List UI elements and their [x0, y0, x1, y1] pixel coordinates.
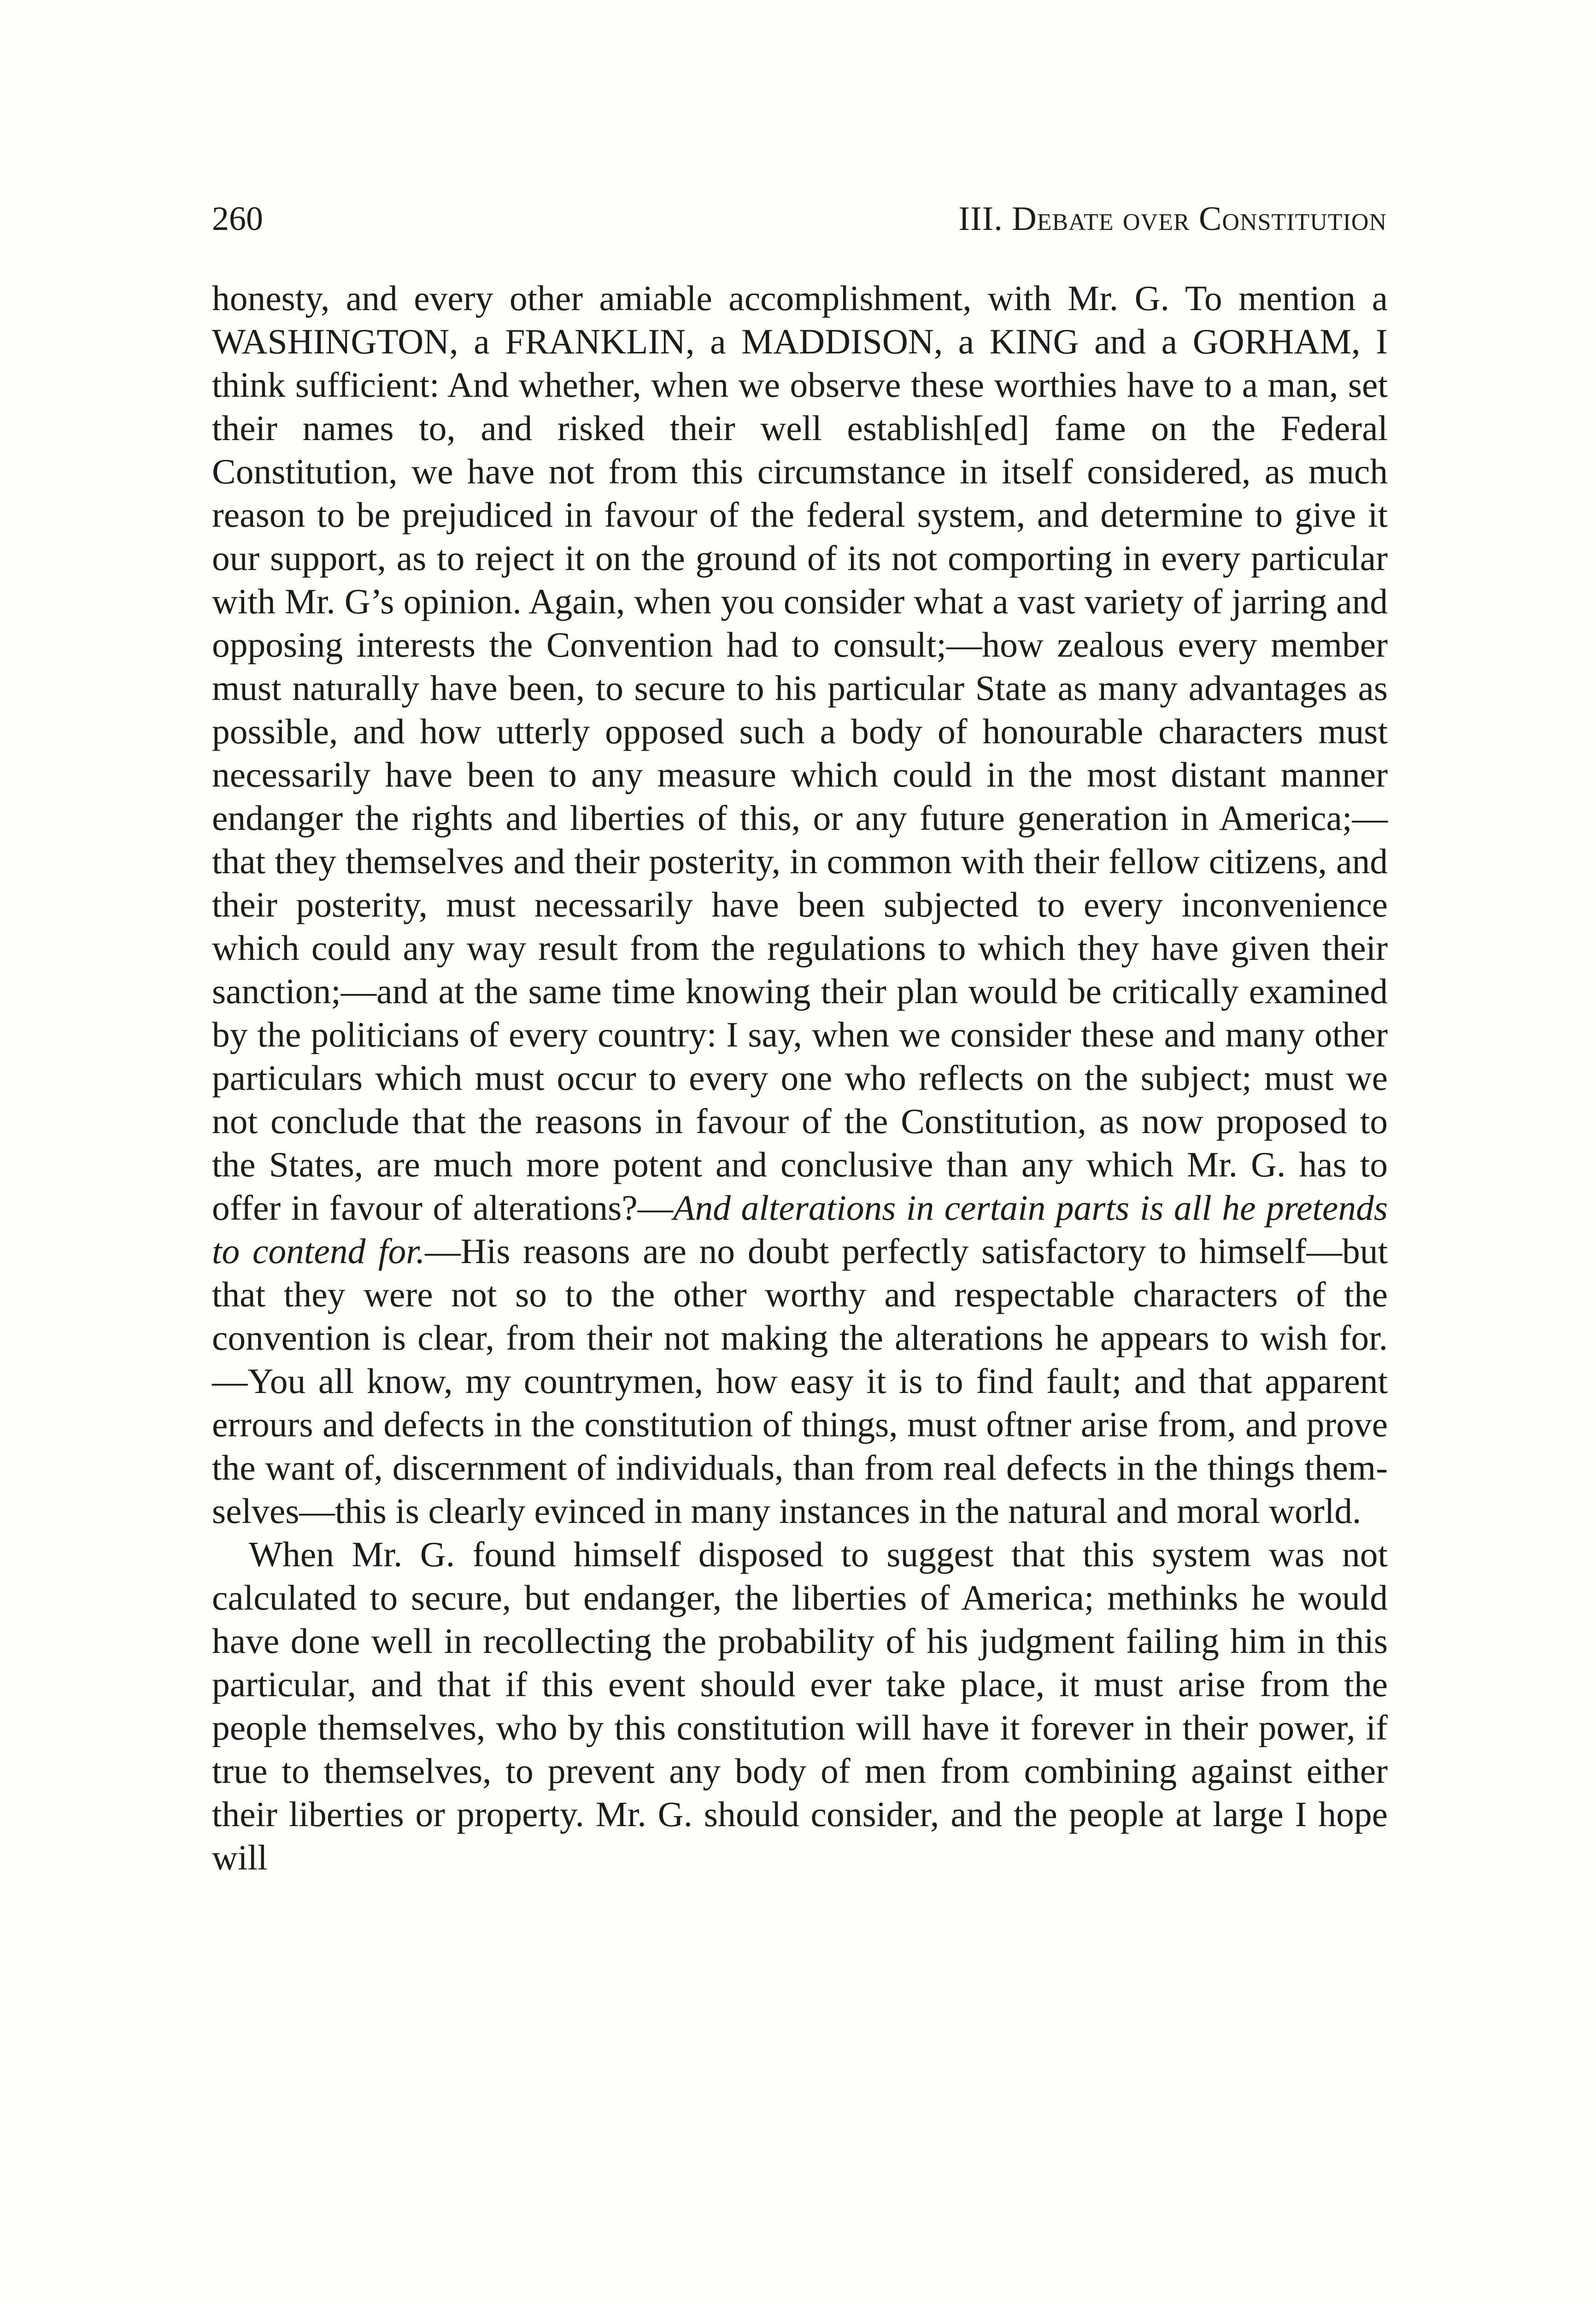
running-title: III. Debate over Constitution — [958, 200, 1387, 238]
paragraph-1-italic-text: And alterations in certain parts is all he pretends to contend for. — [212, 1188, 1388, 1271]
running-head — [212, 194, 1387, 244]
paragraph-1-text-a: honesty, and every other amiable accomplishment, with Mr. G. To mention a WASHINGTON, a FRANKLIN, a MADDISON, a KING and a GORHAM, I think sufficient: And whether, when we observe these worthies have to a man, set their names to, and risked their well establish[ed] fame on the Federal Constitution, we have not from this circumstance in itself considered, as much reason to be prejudiced in favour of the federal system, and determine to give it our support, as to reject it on the ground of its not comporting in every particular with Mr. G’s opinion. Again, when you consider what a vast variety of jarring and opposing interests the Convention had to consult;—how zealous every member must naturally have been, to secure to his particular State as many advantages as possible, and how utterly opposed such a body of honourable characters must necessarily have been to any measure which could in the most distant manner endanger the rights and liberties of this, or any future generation in America;—that they themselves and their posterity, in common with their fellow citizens, and their posterity, must necessarily have been subjected to every inconvenience which could any way result from the regulations to which they have given their sanction;—and at the same time knowing their plan would be critically examined by the politicians of every country: I say, when we consider these and many other particulars which must occur to every one who reflects on the subject; must we not conclude that the reasons in favour of the Constitution, as now proposed to the States, are much more potent and conclusive than any which Mr. G. has to offer in favour of alterations?— — [212, 278, 1388, 1228]
page-number: 260 — [212, 200, 263, 238]
body-text — [212, 276, 1388, 1879]
paragraph-2 — [212, 1533, 1388, 1879]
paragraph-1 — [212, 276, 1388, 1533]
paragraph-1-text-b: —His reasons are no doubt perfectly satisfactory to himself—but that they were not so to the other worthy and respectable characters of the convention is clear, from their not making the alterations he appears to wish for.—You all know, my countrymen, how easy it is to find fault; and that apparent errours and defects in the constitution of things, must oftner arise from, and prove the want of, discernment of individuals, than from real defects in the things themselves—this is clearly evinced in many instances in the natural and moral world. — [212, 1231, 1388, 1531]
paragraph-2-text: When Mr. G. found himself disposed to suggest that this system was not calculated to secure, but endanger, the liberties of America; methinks he would have done well in recollecting the probability of his judgment failing him in this particular, and that if this event should ever take place, it must arise from the people themselves, who by this constitution will have it forever in their power, if true to themselves, to prevent any body of men from combining against either their liberties or property. Mr. G. should consider, and the people at large I hope will — [212, 1534, 1388, 1877]
